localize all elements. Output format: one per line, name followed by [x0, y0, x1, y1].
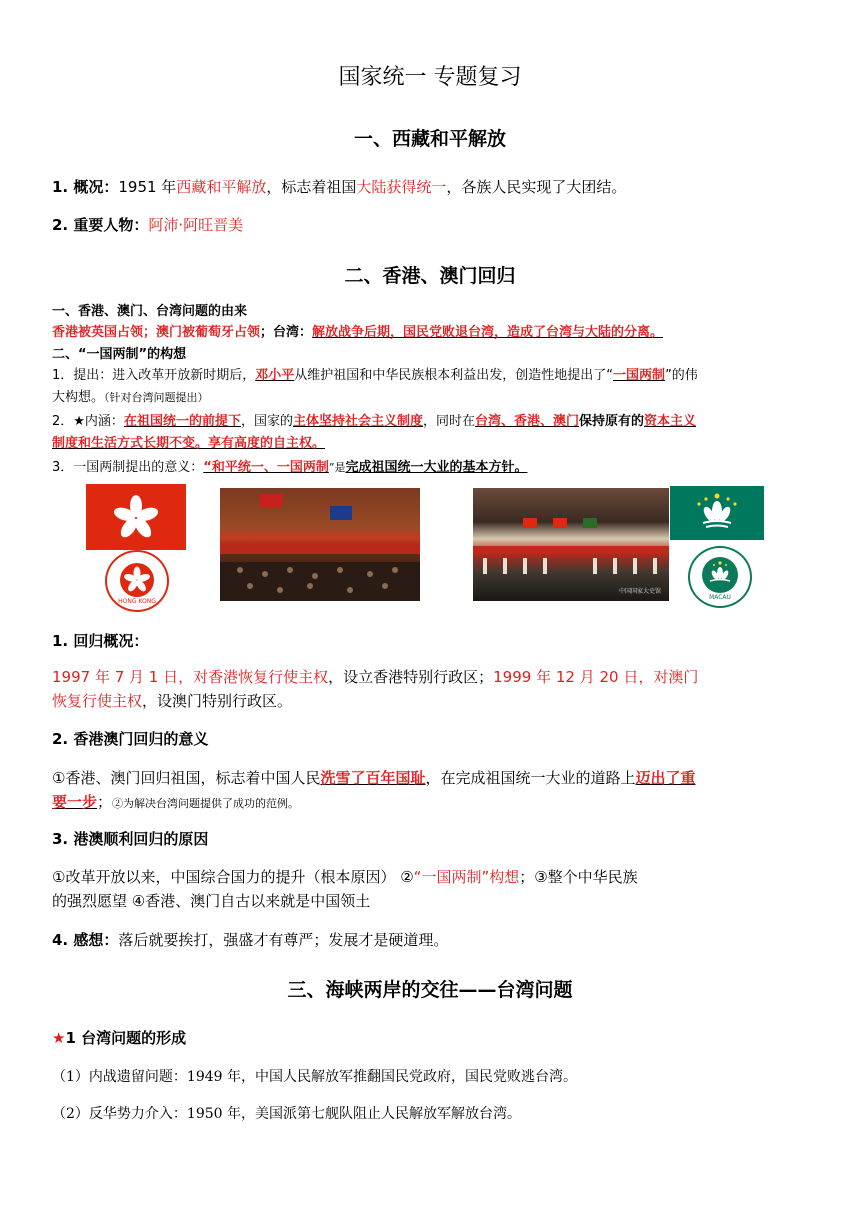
origin-line [52, 321, 663, 340]
overview-highlight: 大陆获得统一 [356, 178, 447, 196]
connotation-label: 2．★内涵： [52, 414, 124, 429]
taiwan-formation-title: 1 台湾问题的形成 [65, 1029, 187, 1047]
person-label: 2. 重要人物： [52, 216, 149, 234]
macau-return-date: 1999 年 12 月 20 日，对澳门 [493, 668, 699, 686]
connotation-regions: 台湾、香港、澳门 [475, 414, 580, 429]
overview-tail: ，各族人民实现了大团结。 [446, 178, 627, 196]
star-icon: ★ [52, 1029, 66, 1047]
return-reasons-line-2: 的强烈愿望 ④香港、澳门自古以来就是中国领土 [52, 892, 371, 910]
connotation-capitalism: 资本主义 [644, 414, 697, 429]
connotation-mainland: 主体坚持社会主义制度 [292, 414, 423, 429]
page-title: 国家统一 专题复习 [338, 65, 522, 90]
subheading-one-country: 二、“一国两制”的构想 [52, 347, 187, 362]
thoughts-label: 4. 感想： [52, 931, 119, 949]
reason-text-a: ①改革开放以来，中国综合国力的提升（根本原因） ② [52, 868, 414, 886]
overview-event: 西藏和平解放 [176, 178, 267, 196]
hk-emblem-text: HONG KONG [118, 598, 156, 605]
tibet-person [52, 214, 243, 235]
taiwan-cause-1: （1）内战遗留问题：1949 年，中国人民解放军推翻国民党政府，国民党败逃台湾。 [52, 1069, 577, 1085]
return-overview-line-1 [52, 666, 698, 687]
macau-sar-text: ，设澳门特别行政区。 [142, 692, 293, 710]
hong-kong-emblem-image [105, 550, 169, 612]
return-overview-line-2 [52, 690, 292, 711]
significance-line [52, 456, 527, 475]
significance-text-b: ，在完成祖国统一大业的道路上 [425, 769, 636, 787]
proposal-person: 邓小平 [255, 368, 295, 383]
return-significance-line-2 [52, 791, 299, 812]
proposal-line-1 [52, 364, 698, 383]
significance-step: 迈出了重 [635, 769, 696, 787]
return-significance-heading: 2. 香港澳门回归的意义 [52, 730, 209, 748]
macau-emblem-image [688, 546, 752, 608]
significance-step-2: 要一步 [52, 793, 98, 811]
significance-policy: “和平统一、一国两制 [203, 460, 329, 475]
significance-text: 完成祖国统一大业的基本方针。 [345, 460, 528, 475]
hk-sar-text: ，设立香港特别行政区； [328, 668, 494, 686]
connotation-text: ，国家的 [240, 414, 293, 429]
return-reasons-line-1 [52, 866, 638, 887]
connotation-line-2: 制度和生活方式长期不变。享有高度的自主权。 [52, 436, 326, 451]
return-significance-line-1 [52, 767, 696, 788]
macau-flag-image [670, 486, 764, 540]
origin-taiwan-label: ；台湾： [260, 325, 313, 340]
macau-sovereignty: 恢复行使主权 [52, 692, 143, 710]
connotation-line-1 [52, 410, 696, 429]
ceremony-scene-icon [220, 488, 420, 601]
taiwan-cause-2: （2）反华势力介入：1950 年，美国派第七舰队阻止人民解放军解放台湾。 [52, 1106, 521, 1122]
origin-taiwan: 解放战争后期，国民党败退台湾，造成了台湾与大陆的分离。 [312, 325, 664, 340]
significance-model: ②为解决台湾问题提供了成功的范例。 [112, 797, 300, 810]
lotus-icon [670, 486, 764, 540]
person-name: 阿沛·阿旺晋美 [148, 216, 244, 234]
bauhinia-icon [86, 484, 186, 550]
reason-text-b: ；③整个中华民族 [519, 868, 638, 886]
photo-watermark: 中国国家大史馆 [618, 588, 661, 595]
origin-hk-macau: 香港被英国占领；澳门被葡萄牙占领 [52, 325, 261, 340]
significance-shame: 洗雪了百年国耻 [320, 769, 426, 787]
proposal-policy: 一国两制 [613, 368, 666, 383]
macau-handover-photo [473, 488, 669, 601]
connotation-premise: 在祖国统一的前提下 [123, 414, 241, 429]
thoughts-line [52, 929, 448, 950]
overview-year: 1951 年 [118, 178, 177, 196]
connotation-keep: 保持原有的 [579, 414, 645, 429]
return-overview-heading: 1. 回归概况： [52, 632, 149, 650]
proposal-text-3: ”的伟 [665, 368, 698, 383]
taiwan-formation-heading [52, 1027, 186, 1048]
section-heading-taiwan: 三、海峡两岸的交往——台湾问题 [287, 979, 573, 1001]
significance-sep: ； [97, 793, 113, 811]
significance-text-a: ①香港、澳门回归祖国，标志着中国人民 [52, 769, 321, 787]
section-heading-tibet: 一、西藏和平解放 [353, 128, 506, 150]
tibet-overview [52, 176, 626, 197]
ceremony-scene-icon-2 [473, 488, 669, 601]
macau-emblem-text: MACAU [709, 594, 731, 601]
proposal-text-4: 大构想。 [52, 390, 105, 405]
thoughts-text: 落后就要挨打，强盛才有尊严；发展才是硬道理。 [118, 931, 449, 949]
connotation-text-2: ，同时在 [422, 414, 475, 429]
significance-label: 3．一国两制提出的意义： [52, 460, 204, 475]
proposal-note: （针对台湾问题提出） [104, 391, 209, 404]
subheading-origin: 一、香港、澳门、台湾问题的由来 [52, 304, 248, 319]
hong-kong-flag-image [86, 484, 186, 550]
overview-label: 1. 概况： [52, 178, 119, 196]
return-reasons-heading: 3. 港澳顺利回归的原因 [52, 830, 209, 848]
hk-handover-photo [220, 488, 420, 601]
proposal-text: 1．提出：进入改革开放新时期后， [52, 368, 256, 383]
overview-text: ，标志着祖国 [266, 178, 357, 196]
reason-policy: “一国两制”构想 [413, 868, 520, 886]
section-heading-hk-macau: 二、香港、澳门回归 [344, 265, 516, 287]
proposal-line-2 [52, 386, 209, 405]
hk-return-date: 1997 年 7 月 1 日，对香港恢复行使主权 [52, 668, 329, 686]
proposal-text-2: 从维护祖国和中华民族根本利益出发，创造性地提出了“ [294, 368, 614, 383]
significance-is: ”是 [328, 461, 346, 474]
